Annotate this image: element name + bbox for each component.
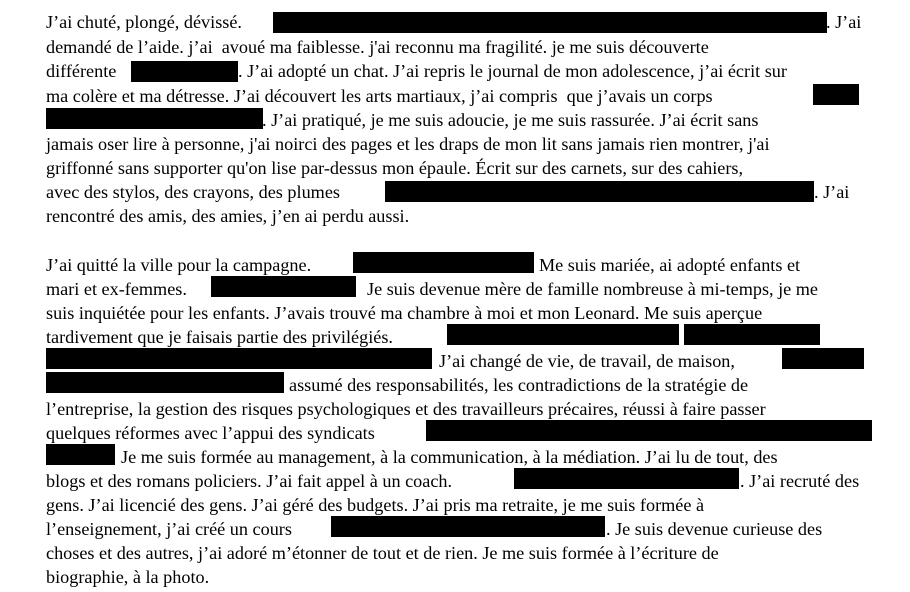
redaction-block: [46, 444, 115, 465]
redaction-block: [331, 516, 605, 537]
text-line: ma colère et ma détresse. J’ai découvert les arts martiaux, j’ai compris que j’avais un corps: [46, 86, 713, 106]
text-line: l’enseignement, j’ai créé un cours: [46, 519, 292, 539]
text-line: . J’ai pratiqué, je me suis adoucie, je me suis rassurée. J’ai écrit sans: [262, 110, 759, 130]
redaction-block: [273, 12, 827, 33]
text-line: l’entreprise, la gestion des risques psychologiques et des travailleurs précaires, réussi à faire passer: [46, 399, 766, 419]
text-line: mari et ex-femmes.: [46, 279, 187, 299]
text-line: avec des stylos, des crayons, des plumes: [46, 182, 340, 202]
text-line: J’ai chuté, plongé, dévissé.: [46, 12, 242, 32]
text-line: . J’ai: [826, 12, 862, 32]
text-line: jamais oser lire à personne, j'ai noirci des pages et les draps de mon lit sans jamais rien montrer, j'ai: [46, 134, 770, 154]
text-line: J’ai changé de vie, de travail, de maison,: [439, 351, 735, 371]
text-line: suis inquiétée pour les enfants. J’avais trouvé ma chambre à moi et mon Leonard. Me suis aperçue: [46, 303, 763, 323]
text-line: J’ai quitté la ville pour la campagne.: [46, 255, 312, 275]
text-line: . J’ai: [814, 182, 850, 202]
text-line: griffonné sans supporter qu'on lise par-dessus mon épaule. Écrit sur des carnets, sur des cahiers,: [46, 158, 744, 178]
redaction-block: [46, 348, 432, 369]
text-line: . J’ai recruté des: [740, 471, 860, 491]
text-line: rencontré des amis, des amies, j’en ai perdu aussi.: [46, 206, 410, 226]
redaction-block: [514, 468, 739, 489]
text-line: tardivement que je faisais partie des privilégiés.: [46, 327, 393, 347]
text-line: Je me suis formée au management, à la communication, à la médiation. J’ai lu de tout, des: [121, 447, 778, 467]
redaction-block: [782, 348, 864, 369]
redaction-block: [131, 61, 238, 82]
text-line: quelques réformes avec l’appui des syndicats: [46, 423, 375, 443]
text-line: gens. J’ai licencié des gens. J’ai géré des budgets. J’ai pris ma retraite, je me suis formée à: [46, 495, 705, 515]
redaction-block: [684, 324, 820, 345]
redaction-block: [447, 324, 679, 345]
text-line: Me suis mariée, ai adopté enfants et: [539, 255, 801, 275]
text-line: assumé des responsabilités, les contradictions de la stratégie de: [289, 375, 749, 395]
redaction-block: [813, 84, 859, 105]
text-line: blogs et des romans policiers. J’ai fait appel à un coach.: [46, 471, 453, 491]
redaction-block: [426, 420, 872, 441]
text-line: différente: [46, 61, 117, 81]
redaction-block: [385, 181, 814, 202]
redaction-block: [46, 108, 263, 129]
text-line: . J’ai adopté un chat. J’ai repris le journal de mon adolescence, j’ai écrit sur: [238, 61, 787, 81]
redaction-block: [211, 276, 356, 297]
redaction-block: [46, 372, 284, 393]
text-line: . Je suis devenue curieuse des: [606, 519, 823, 539]
redaction-block: [353, 252, 534, 273]
text-line: Je suis devenue mère de famille nombreuse à mi-temps, je me: [367, 279, 819, 299]
text-line: choses et des autres, j’ai adoré m’étonner de tout et de rien. Je me suis formée à l’écriture de: [46, 543, 719, 563]
text-line: biographie, à la photo.: [46, 567, 210, 587]
text-line: demandé de l’aide. j’ai avoué ma faiblesse. j'ai reconnu ma fragilité. je me suis découverte: [46, 37, 709, 57]
